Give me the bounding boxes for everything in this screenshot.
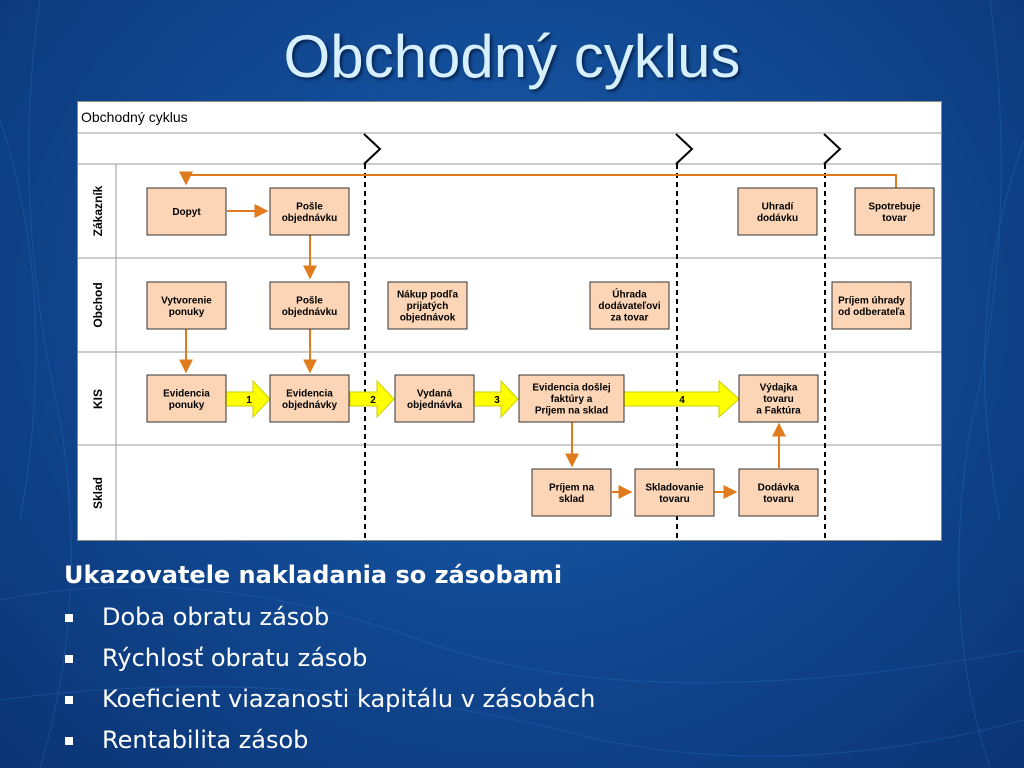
box-uhrada-dodavatelovi — [590, 282, 669, 329]
box-label-line: faktúry a — [550, 394, 593, 405]
box-spotrebuje-tovar — [855, 188, 934, 235]
box-label-line: objednávok — [399, 312, 456, 324]
box-label-line: Vydaná — [416, 388, 453, 400]
process-diagram — [77, 101, 942, 541]
box-dopyt — [147, 188, 226, 235]
box-evidencia-faktury — [519, 375, 624, 422]
box-label-line: Nákup podľa — [396, 289, 459, 301]
diagram-title: Obchodný cyklus — [81, 109, 188, 125]
box-posle-objednavku-zakaznik — [270, 188, 349, 235]
square-bullet-icon — [65, 655, 73, 663]
box-label-line: tovaru — [763, 394, 794, 405]
lane-label-obchod: Obchod — [91, 282, 105, 328]
bullet-text: Koeficient viazanosti kapitálu v zásobách — [102, 685, 596, 713]
box-label-line: Príjem na — [548, 482, 595, 494]
box-uhradi-dodavku — [738, 188, 817, 235]
square-bullet-icon — [65, 737, 73, 745]
bullet-item — [64, 602, 595, 643]
process-diagram-canvas — [78, 102, 941, 540]
box-label-line: objednávku — [281, 212, 338, 224]
box-label-line: prijatých — [406, 301, 449, 312]
box-label-line: Evidencia — [286, 388, 333, 400]
bullet-item — [64, 643, 595, 684]
section-subtitle: Ukazovatele nakladania so zásobami — [64, 561, 563, 589]
box-label-line: tovaru — [659, 493, 690, 505]
flow-number-2: 2 — [370, 395, 376, 406]
box-label-line: dodávku — [756, 212, 799, 224]
box-vydana-objednavka — [395, 375, 474, 422]
square-bullet-icon — [65, 696, 73, 704]
box-label-line: Evidencia došlej — [532, 382, 611, 394]
box-label-line: objednávku — [281, 306, 338, 318]
box-label-line: objednávka — [406, 399, 463, 411]
flow-number-1: 1 — [246, 395, 252, 406]
box-evidencia-ponuky — [147, 375, 226, 422]
phase-chevron-2 — [676, 134, 692, 164]
box-prijem-na-sklad — [532, 469, 611, 516]
flow-number-4: 4 — [679, 395, 685, 406]
box-label-line: ponuky — [168, 306, 205, 318]
bullet-text: Doba obratu zásob — [102, 603, 330, 631]
lane-label-sklad: Sklad — [91, 476, 105, 510]
box-label-line: Úhrada — [612, 289, 647, 301]
box-dodavka-tovaru — [739, 469, 818, 516]
box-evidencia-objednavky — [270, 375, 349, 422]
bullet-item — [64, 684, 595, 725]
box-label-line: Výdajka — [759, 382, 798, 394]
box-label-line: Pošle — [296, 295, 323, 307]
bullet-text: Rýchlosť obratu zásob — [102, 644, 368, 672]
bullet-item — [64, 725, 595, 766]
flow-number-3: 3 — [494, 395, 500, 406]
box-label-line: Vytvorenie — [161, 295, 212, 307]
box-label-line: tovaru — [763, 493, 794, 505]
box-label-line: Príjem úhrady — [838, 295, 905, 307]
lane-label-zakaznik: Zákazník — [91, 185, 105, 237]
box-label-line: objednávky — [281, 399, 338, 411]
box-label-line: od odberateľa — [838, 306, 905, 318]
box-label-line: Pošle — [296, 201, 323, 213]
box-vydajka-faktura — [739, 375, 818, 422]
phase-chevron-3 — [824, 134, 840, 164]
box-prijem-uhrady — [832, 282, 911, 329]
phase-chevron-1 — [364, 134, 380, 164]
slide-title: Obchodný cyklus — [283, 23, 741, 90]
box-label-line: sklad — [558, 493, 585, 505]
box-label-line: ponuky — [168, 399, 205, 411]
box-label-line: za tovar — [610, 312, 649, 324]
box-label-line: dodávateľovi — [598, 301, 661, 312]
lane-label-kis: KIS — [91, 388, 105, 410]
bullet-text: Rentabilita zásob — [102, 726, 309, 754]
connector-spotrebuje-to-dopyt — [186, 175, 896, 188]
box-posle-objednavku-obchod — [270, 282, 349, 329]
box-label-line: tovar — [882, 212, 907, 224]
box-label-line: Uhradí — [761, 201, 794, 213]
bullet-list — [64, 602, 595, 766]
box-label-line: Spotrebuje — [868, 201, 921, 213]
box-label-line: Príjem na sklad — [534, 405, 609, 417]
square-bullet-icon — [65, 614, 73, 622]
box-label-line: Evidencia — [163, 388, 210, 400]
box-nakup-podla-objednavok — [388, 282, 467, 329]
box-label-line: a Faktúra — [756, 405, 801, 417]
box-skladovanie-tovaru — [635, 469, 714, 516]
box-label-line: Dodávka — [757, 482, 800, 494]
box-label-line: Dopyt — [172, 207, 201, 218]
box-label-line: Skladovanie — [645, 482, 704, 494]
box-vytvorenie-ponuky — [147, 282, 226, 329]
